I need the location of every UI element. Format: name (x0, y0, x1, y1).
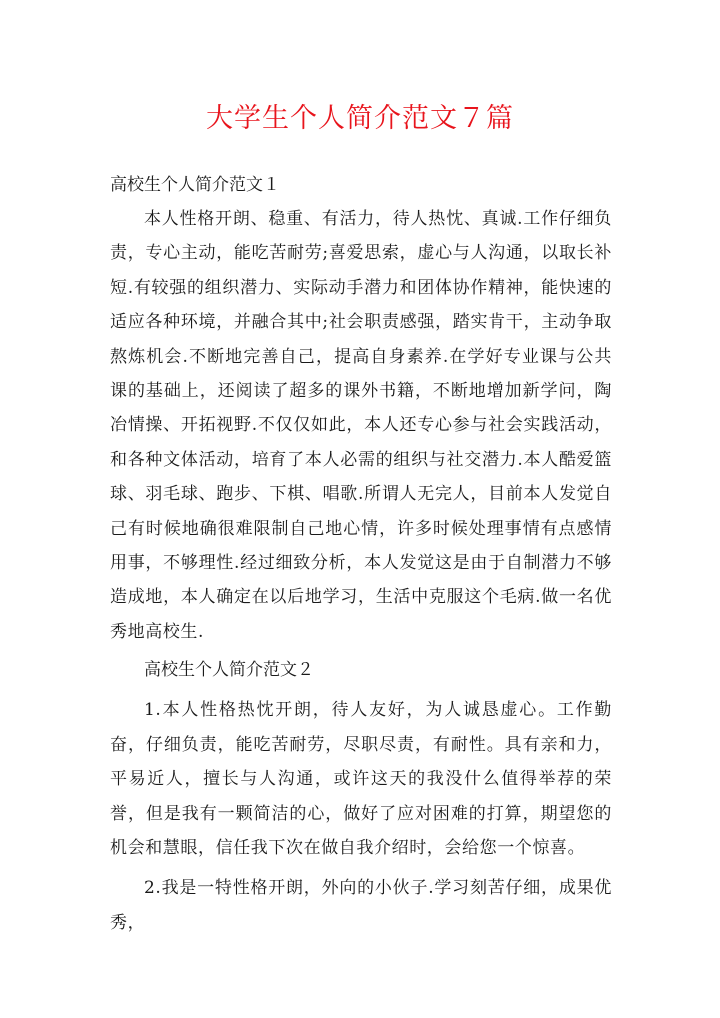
document-body (110, 168, 612, 940)
section-heading-2: 高校生个人简介范文２ (144, 660, 314, 681)
section-2-paragraph-2: 2.我是一特性格开朗，外向的小伙子.学习刻苦仔细，成果优秀， (110, 878, 612, 933)
document-title: 大学生个人简介范文７篇 (206, 103, 514, 134)
section-heading-1: 高校生个人简介范文１ (110, 175, 280, 195)
section-1-paragraph-1: 本人性格开朗、稳重、有活力，待人热忱、真诚.工作仔细负责，专心主动，能吃苦耐劳;喜爱思索，虚心与人沟通，以取长补短.有较强的组织潜力、实际动手潜力和团体协作精神，能快速的适应各种环境，并融合其中;社会职责感强，踏实肯干，主动争取熬炼机会.不断地完善自己，提高自身素养.在学好专业课与公共课的基础上，还阅读了超多的课外书籍，不断地增加新学问，陶冶情操、开拓视野.不仅仅如此，本人还专心参与社会实践活动，和各种文体活动，培育了本人必需的组织与社交潜力.本人酷爱篮球、羽毛球、跑步、下棋、唱歌.所谓人无完人，目前本人发觉自己有时候地确很难限制自己地心情，许多时候处理事情有点感情用事，不够理性.经过细致分析，本人发觉这是由于自制潜力不够造成地，本人确定在以后地学习，生活中克服这个毛病.做一名优秀地高校生. (110, 209, 612, 642)
section-2-paragraph-1: 1.本人性格热忱开朗，待人友好，为人诚恳虚心。工作勤奋，仔细负责，能吃苦耐劳，尽职尽责，有耐性。具有亲和力，平易近人，擅长与人沟通，或许这天的我没什么值得举荐的荣誉，但是我有一颗简洁的心，做好了应对困难的打算，期望您的机会和慧眼，信任我下次在做自我介绍时，会给您一个惊喜。 (110, 700, 612, 858)
